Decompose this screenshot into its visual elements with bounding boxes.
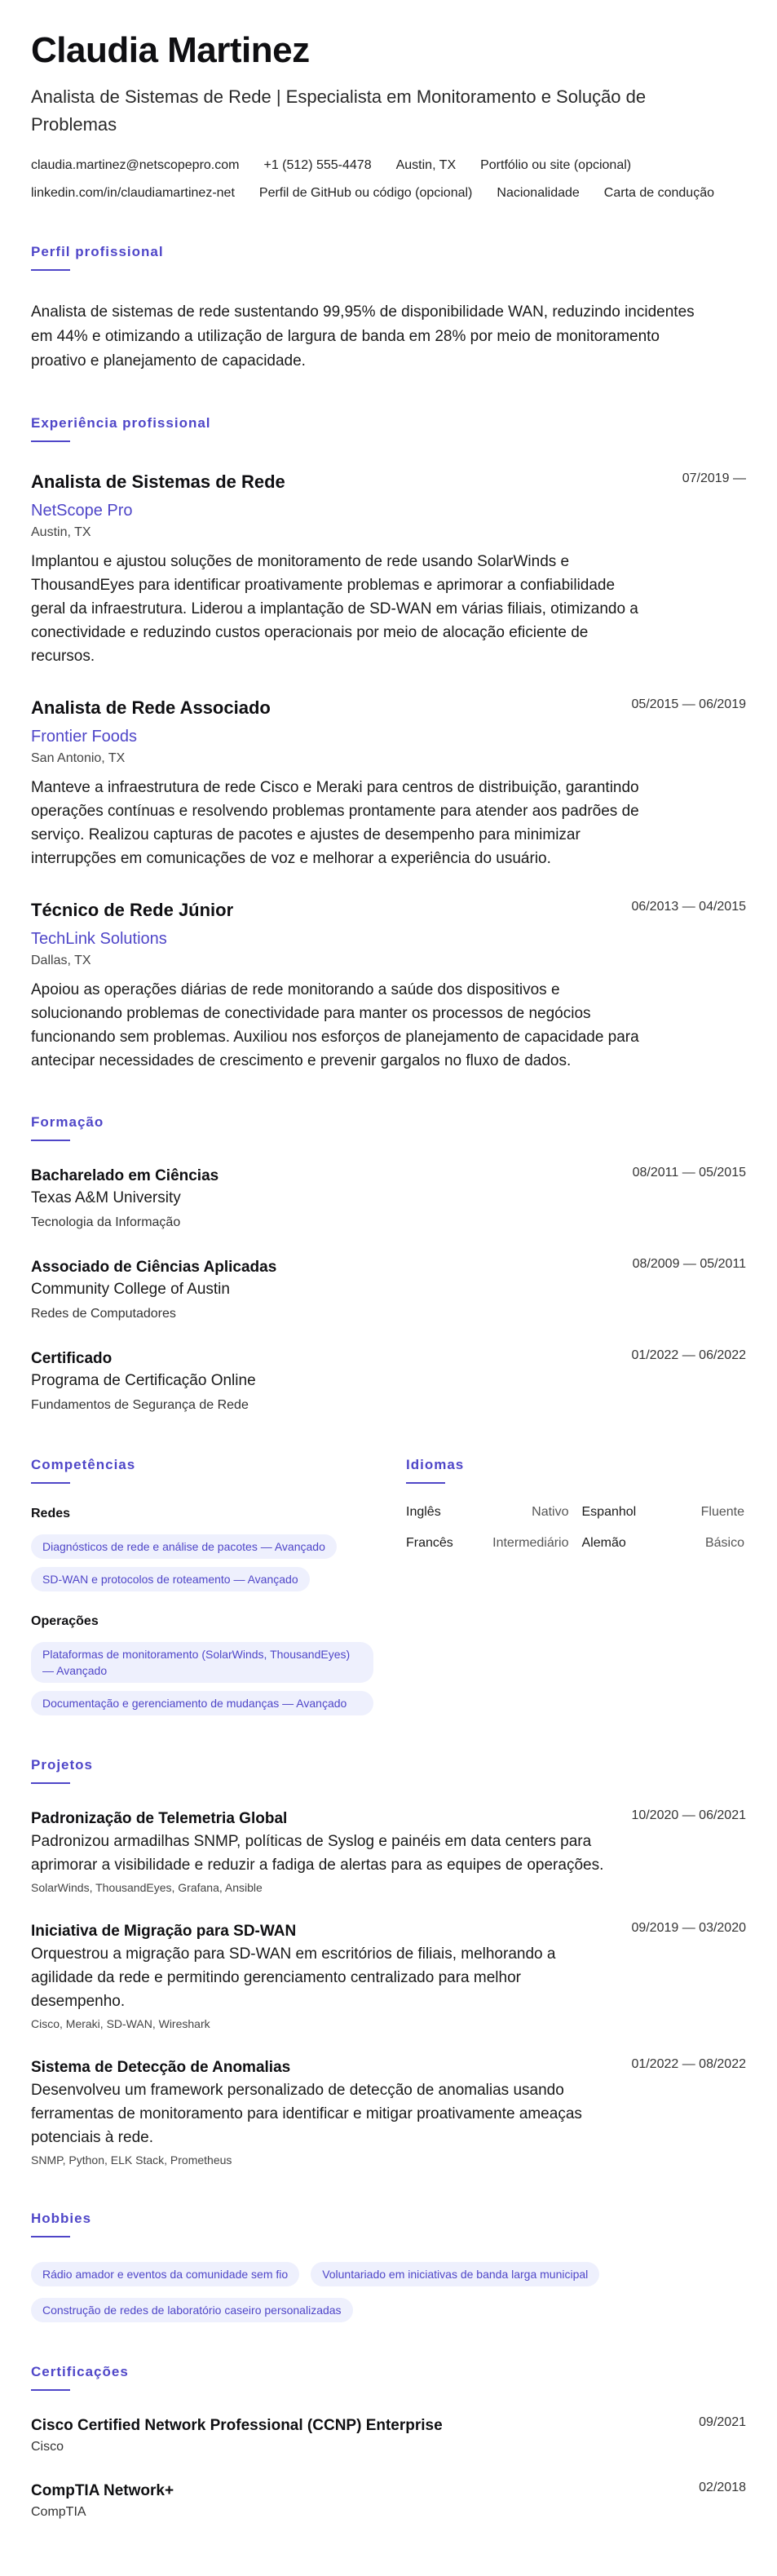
education-field: Tecnologia da Informação [31, 1215, 181, 1229]
contact-email[interactable]: claudia.martinez@netscopepro.com [31, 158, 240, 172]
job-description: Implantou e ajustou soluções de monitoramento de rede usando SolarWinds e ThousandEyes para identificar proativamente problemas e aprimorar a confiabilidade geral da infraestrutura. Liderou a implantação de SD-WAN em várias filiais, otimizando a conectividade e reduzindo custos operacionais por meio de alocação eficiente de recursos. [31, 553, 638, 665]
project-date: 10/2020 — 06/2021 [631, 1808, 746, 1822]
language-level: Básico [704, 1536, 744, 1550]
section-heading: Experiência profissional [31, 415, 211, 431]
project-description: Orquestrou a migração para SD-WAN em escritórios de filiais, melhorando a agilidade da rede e permitindo gerenciamento centralizado para melhor desempenho. [31, 1945, 556, 2010]
language-name: Espanhol [581, 1505, 637, 1519]
section-heading: Idiomas [406, 1457, 465, 1472]
contact-nationality: Nacionalidade [497, 186, 580, 200]
education-school: Texas A&M University [31, 1189, 181, 1206]
certification-entry [31, 2415, 746, 2456]
hobby-chip: Voluntariado em iniciativas de banda larga municipal [311, 2262, 599, 2286]
project-tech: SolarWinds, ThousandEyes, Grafana, Ansible [31, 1881, 263, 1894]
skill-chips [31, 1534, 373, 1591]
job-title: Técnico de Rede Júnior [31, 900, 234, 920]
skill-group [31, 1613, 373, 1715]
education-section [31, 1113, 746, 1415]
skills-languages-row [31, 1456, 746, 1715]
project-tech: SNMP, Python, ELK Stack, Prometheus [31, 2153, 232, 2167]
section-heading: Certificações [31, 2364, 129, 2379]
education-degree: Associado de Ciências Aplicadas [31, 1259, 277, 1276]
education-entry [31, 1257, 746, 1324]
project-title: Iniciativa de Migração para SD-WAN [31, 1923, 297, 1940]
education-school: Programa de Certificação Online [31, 1372, 256, 1389]
project-title: Padronização de Telemetria Global [31, 1810, 288, 1827]
section-divider [406, 1482, 445, 1484]
skill-chip: Plataformas de monitoramento (SolarWinds, ThousandEyes) — Avançado [31, 1642, 373, 1683]
job-entry [31, 898, 746, 1073]
section-divider [31, 1782, 70, 1784]
hobby-chip: Rádio amador e eventos da comunidade sem fio [31, 2262, 299, 2286]
education-field: Redes de Computadores [31, 1307, 176, 1321]
language-name: Francês [406, 1536, 453, 1550]
section-divider [31, 440, 70, 442]
job-company: Frontier Foods [31, 728, 138, 746]
skills-section [31, 1456, 373, 1715]
job-date: 06/2013 — 04/2015 [631, 900, 746, 914]
hobbies-section [31, 2210, 746, 2322]
section-heading: Perfil profissional [31, 244, 164, 259]
skill-group-title: Operações [31, 1614, 99, 1628]
job-title: Analista de Rede Associado [31, 697, 271, 718]
section-heading: Hobbies [31, 2211, 92, 2226]
section-divider [31, 1140, 70, 1141]
language-item [582, 1503, 745, 1521]
profile-summary: Analista de sistemas de rede sustentando 99,95% de disponibilidade WAN, reduzindo incidentes em 44% e otimizando a utilização de largura de banda em 28% por meio de monitoramento proativo e planejamento de capacidade. [31, 303, 695, 370]
section-divider [31, 2236, 70, 2237]
education-school: Community College of Austin [31, 1281, 230, 1298]
contact-github[interactable]: Perfil de GitHub ou código (opcional) [258, 186, 473, 200]
section-divider [31, 1482, 70, 1484]
language-item [406, 1534, 569, 1552]
language-name: Alemão [581, 1536, 626, 1550]
experience-section [31, 414, 746, 1073]
project-tech: Cisco, Meraki, SD-WAN, Wireshark [31, 2017, 210, 2030]
language-item [582, 1534, 745, 1552]
job-location: San Antonio, TX [31, 751, 126, 765]
candidate-title: Analista de Sistemas de Rede | Especialista em Monitoramento e Solução de Problemas [31, 86, 647, 135]
job-entry [31, 470, 746, 668]
contact-linkedin[interactable]: linkedin.com/in/claudiamartinez-net [31, 186, 235, 200]
contact-list [31, 157, 748, 202]
projects-section [31, 1756, 746, 2169]
language-list [406, 1503, 744, 1552]
language-level: Fluente [700, 1505, 744, 1519]
job-location: Dallas, TX [31, 954, 91, 967]
section-divider [31, 2389, 70, 2391]
project-description: Desenvolveu um framework personalizado de detecção de anomalias usando ferramentas de monitoramento para identificar e mitigar proativamente ameaças potenciais à rede. [31, 2082, 582, 2146]
project-description: Padronizou armadilhas SNMP, políticas de Syslog e painéis em data centers para aprimorar a visibilidade e reduzir a fadiga de alertas para as equipes de operações. [31, 1833, 604, 1874]
contact-location: Austin, TX [395, 158, 457, 172]
profile-section [31, 243, 746, 374]
candidate-name: Claudia Martinez [31, 30, 310, 70]
contact-driving-license: Carta de condução [603, 186, 714, 200]
education-entry [31, 1348, 746, 1415]
project-entry [31, 1921, 746, 2033]
project-date: 09/2019 — 03/2020 [631, 1921, 746, 1935]
section-heading: Formação [31, 1114, 104, 1130]
job-description: Apoiou as operações diárias de rede monitorando a saúde dos dispositivos e solucionando problemas de conectividade para manter os processos de negócios funcionando sem problemas. Auxiliou nos esforços de planejamento de capacidade para antecipar necessidades de crescimento e prevenir gargalos no fluxo de dados. [31, 981, 639, 1069]
project-entry [31, 1808, 746, 1897]
certifications-section [31, 2363, 746, 2521]
skill-group-title: Redes [31, 1507, 71, 1520]
contact-portfolio[interactable]: Portfólio ou site (opcional) [480, 158, 632, 172]
job-location: Austin, TX [31, 525, 91, 539]
skill-group [31, 1505, 373, 1591]
contact-phone[interactable]: +1 (512) 555-4478 [263, 158, 372, 172]
education-entry [31, 1166, 746, 1233]
education-degree: Bacharelado em Ciências [31, 1167, 219, 1184]
section-divider [31, 269, 70, 271]
skill-chip: SD-WAN e protocolos de roteamento — Avançado [31, 1567, 310, 1591]
hobby-chips [31, 2262, 748, 2322]
job-date: 07/2019 — [682, 471, 746, 485]
hobby-chip: Construção de redes de laboratório caseiro personalizadas [31, 2298, 353, 2322]
education-date: 01/2022 — 06/2022 [631, 1348, 746, 1362]
education-degree: Certificado [31, 1350, 113, 1367]
certification-issuer: Cisco [31, 2440, 64, 2454]
project-date: 01/2022 — 08/2022 [631, 2057, 746, 2071]
education-date: 08/2011 — 05/2015 [632, 1166, 746, 1180]
job-date: 05/2015 — 06/2019 [631, 697, 746, 711]
job-title: Analista de Sistemas de Rede [31, 471, 285, 492]
section-heading: Projetos [31, 1757, 94, 1773]
job-description: Manteve a infraestrutura de rede Cisco e Meraki para centros de distribuição, garantindo operações contínuas e resolvendo problemas prontamente para atender aos padrões de serviço. Realizou capturas de pacotes e ajustes de desempenho para minimizar interrupções em comunicações de voz e melhorar a experiência do usuário. [31, 779, 639, 867]
job-entry [31, 696, 746, 870]
certification-name: Cisco Certified Network Professional (CCNP) Enterprise [31, 2417, 443, 2434]
certification-date: 02/2018 [699, 2481, 746, 2494]
certification-date: 09/2021 [699, 2415, 746, 2429]
language-item [406, 1503, 569, 1521]
section-heading: Competências [31, 1457, 136, 1472]
skill-chip: Diagnósticos de rede e análise de pacotes — Avançado [31, 1534, 337, 1559]
language-level: Intermediário [492, 1536, 569, 1550]
skill-chip: Documentação e gerenciamento de mudanças — Avançado [31, 1691, 373, 1715]
project-title: Sistema de Detecção de Anomalias [31, 2059, 291, 2076]
job-company: NetScope Pro [31, 502, 133, 520]
certification-issuer: CompTIA [31, 2505, 86, 2519]
skill-chips [31, 1642, 373, 1715]
language-level: Nativo [532, 1505, 569, 1519]
resume-header [31, 29, 746, 202]
certification-entry [31, 2481, 746, 2521]
job-company: TechLink Solutions [31, 930, 167, 948]
language-name: Inglês [406, 1505, 441, 1519]
certification-name: CompTIA Network+ [31, 2482, 174, 2499]
project-entry [31, 2057, 746, 2169]
languages-section [406, 1456, 744, 1715]
education-field: Fundamentos de Segurança de Rede [31, 1398, 249, 1412]
education-date: 08/2009 — 05/2011 [632, 1257, 746, 1271]
